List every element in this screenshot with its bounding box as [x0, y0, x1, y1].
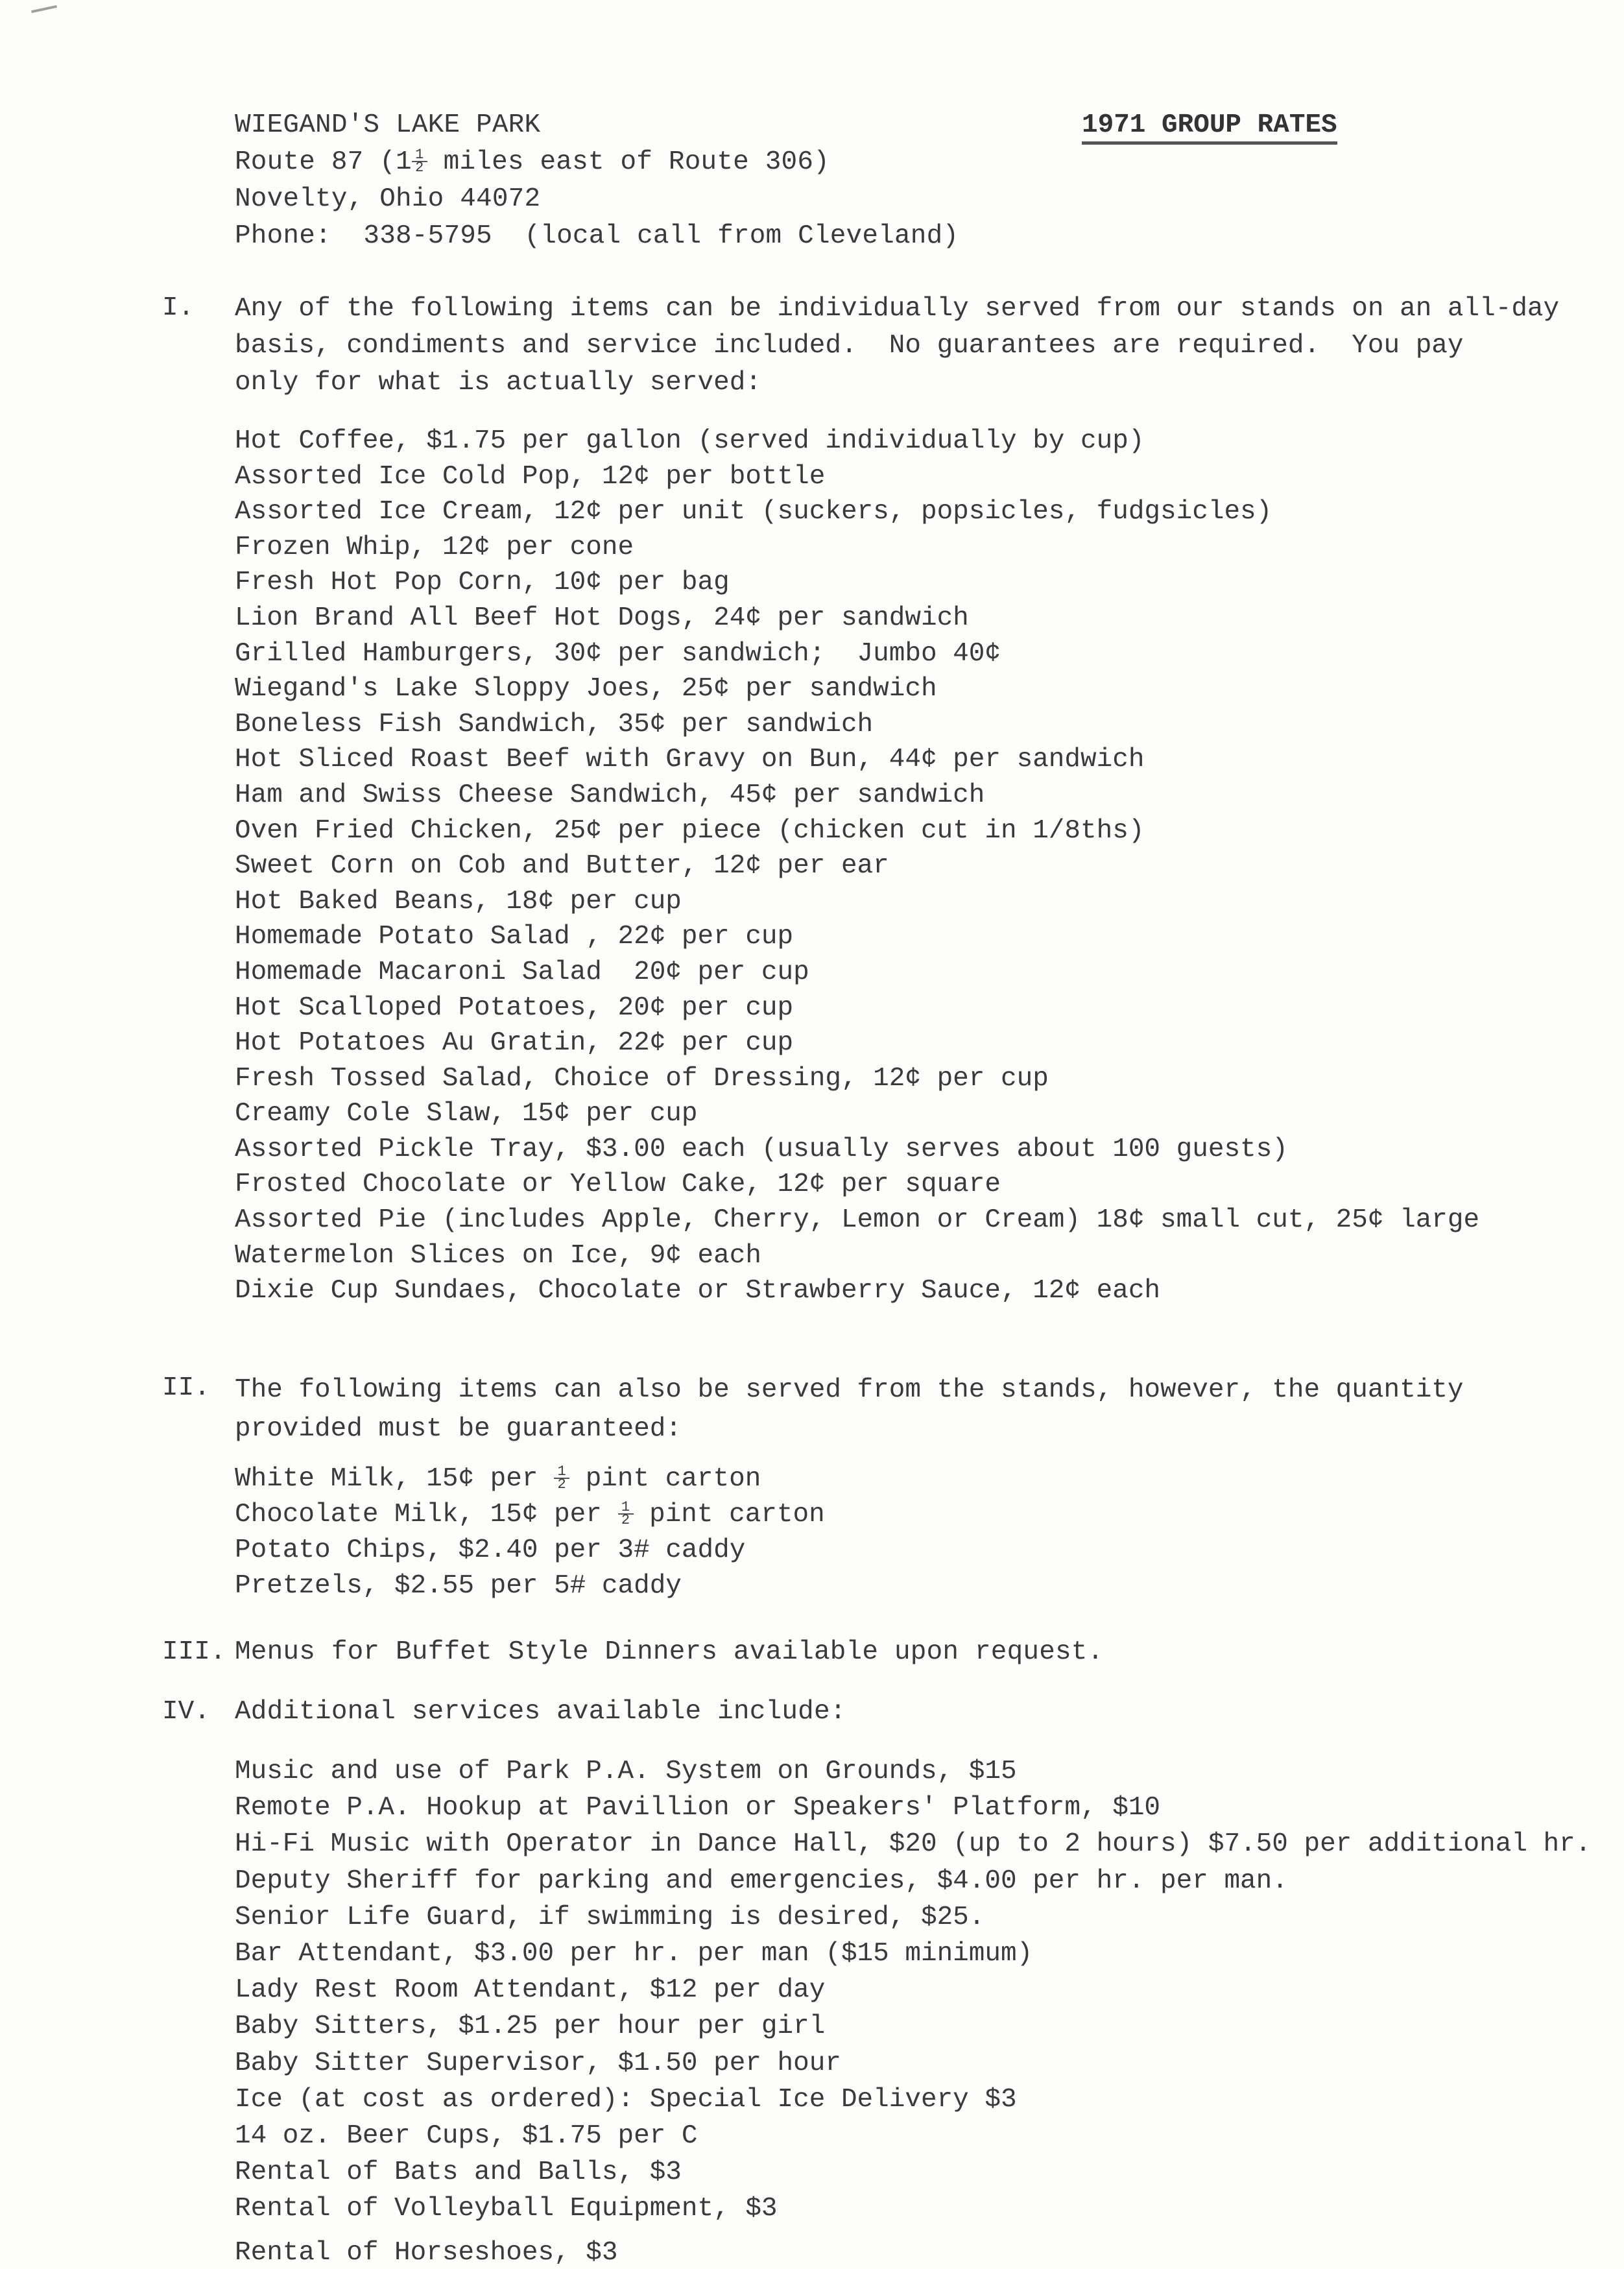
list-item: Boneless Fish Sandwich, 35¢ per sandwich — [235, 709, 874, 739]
list-item: Bar Attendant, $3.00 per hr. per man ($15 minimum) — [235, 1938, 1033, 1969]
park-name: WIEGAND'S LAKE PARK — [235, 110, 541, 140]
section-1-numeral: I. — [162, 293, 195, 323]
section-3-text: Menus for Buffet Style Dinners available upon request. — [235, 1637, 1104, 1667]
section-1-intro-line: basis, condiments and service included. No guarantees are required. You pay — [235, 331, 1464, 361]
item-text: Chocolate Milk, 15¢ per — [235, 1500, 618, 1530]
list-item: Grilled Hamburgers, 30¢ per sandwich; Jumbo 40¢ — [235, 638, 1001, 669]
document-title: 1971 GROUP RATES — [1082, 109, 1337, 145]
list-item: Potato Chips, $2.40 per 3# caddy — [235, 1535, 746, 1565]
section-2-intro-line: provided must be guaranteed: — [235, 1414, 682, 1444]
fraction-half — [412, 149, 427, 174]
list-item: Fresh Tossed Salad, Choice of Dressing, 12¢ per cup — [235, 1063, 1049, 1094]
list-item: Baby Sitters, $1.25 per hour per girl — [235, 2011, 826, 2042]
list-item: Hot Baked Beans, 18¢ per cup — [235, 886, 682, 917]
list-item: Pretzels, $2.55 per 5# caddy — [235, 1571, 682, 1601]
address-post: miles east of Route 306) — [427, 147, 830, 177]
list-item: Sweet Corn on Cob and Butter, 12¢ per ear — [235, 851, 889, 882]
list-item: Assorted Ice Cold Pop, 12¢ per bottle — [235, 461, 826, 492]
section-4-numeral: IV. — [162, 1697, 210, 1727]
list-item: Lion Brand All Beef Hot Dogs, 24¢ per sandwich — [235, 603, 969, 633]
section-4-item-list — [235, 1755, 1591, 2229]
cutoff-list-item: Rental of Horseshoes, $3 — [235, 2238, 618, 2268]
list-item: Creamy Cole Slaw, 15¢ per cup — [235, 1099, 698, 1129]
item-text: pint carton — [633, 1500, 825, 1530]
list-item: Hot Potatoes Au Gratin, 22¢ per cup — [235, 1028, 794, 1059]
list-item: Senior Life Guard, if swimming is desired, $25. — [235, 1902, 985, 1932]
list-item: Hot Sliced Roast Beef with Gravy on Bun, 44¢ per sandwich — [235, 745, 1145, 775]
list-item: Frosted Chocolate or Yellow Cake, 12¢ per square — [235, 1170, 1001, 1200]
fraction-half — [554, 1463, 569, 1493]
fraction-numerator: 1 — [554, 1466, 569, 1479]
list-item: Assorted Pie (includes Apple, Cherry, Lemon or Cream) 18¢ small cut, 25¢ large — [235, 1205, 1480, 1236]
list-item: Deputy Sheriff for parking and emergencies, $4.00 per hr. per man. — [235, 1866, 1288, 1896]
section-2-intro-line: The following items can also be served from the stands, however, the quantity — [235, 1375, 1464, 1405]
fraction-denominator: 2 — [415, 160, 424, 176]
section-1-intro — [235, 291, 1597, 402]
list-item: Hot Scalloped Potatoes, 20¢ per cup — [235, 992, 794, 1023]
section-2-intro — [235, 1371, 1597, 1448]
fraction-half — [618, 1499, 634, 1529]
fraction-numerator: 1 — [412, 149, 427, 162]
list-item: 14 oz. Beer Cups, $1.75 per C — [235, 2120, 698, 2151]
list-item: Rental of Volleyball Equipment, $3 — [235, 2194, 778, 2224]
corner-pencil-mark — [31, 5, 57, 13]
list-item: Dixie Cup Sundaes, Chocolate or Strawberry Sauce, 12¢ each — [235, 1276, 1161, 1306]
list-item: Wiegand's Lake Sloppy Joes, 25¢ per sandwich — [235, 674, 937, 704]
fraction-denominator: 2 — [621, 1512, 630, 1529]
address-pre: Route 87 (1 — [235, 147, 412, 177]
list-item: Rental of Bats and Balls, $3 — [235, 2157, 682, 2188]
section-1-intro-line: only for what is actually served: — [235, 368, 761, 398]
list-item: Hi-Fi Music with Operator in Dance Hall, $20 (up to 2 hours) $7.50 per additional hr. — [235, 1829, 1592, 1860]
section-1-intro-line: Any of the following items can be individually served from our stands on an all-day — [235, 294, 1560, 324]
list-item: Homemade Macaroni Salad 20¢ per cup — [235, 957, 809, 987]
list-item — [235, 1463, 825, 1498]
list-item — [235, 1498, 825, 1534]
list-item: Music and use of Park P.A. System on Grounds, $15 — [235, 1757, 1017, 1786]
phone-line: Phone: 338-5795 (local call from Cleveland) — [235, 221, 959, 251]
list-item: Baby Sitter Supervisor, $1.50 per hour — [235, 2048, 841, 2078]
list-item: Homemade Potato Salad , 22¢ per cup — [235, 922, 794, 952]
list-item: Ice (at cost as ordered): Special Ice Delivery $3 — [235, 2084, 1017, 2115]
section-2-numeral: II. — [162, 1373, 210, 1403]
list-item: Fresh Hot Pop Corn, 10¢ per bag — [235, 568, 730, 598]
list-item: Hot Coffee, $1.75 per gallon (served individually by cup) — [235, 426, 1145, 456]
list-item: Remote P.A. Hookup at Pavillion or Speakers' Platform, $10 — [235, 1793, 1161, 1823]
list-item: Lady Rest Room Attendant, $12 per day — [235, 1975, 826, 2006]
section-4-intro: Additional services available include: — [235, 1697, 846, 1727]
fraction-denominator: 2 — [557, 1476, 566, 1493]
list-item: Frozen Whip, 12¢ per cone — [235, 532, 634, 562]
section-3-numeral: III. — [162, 1637, 226, 1667]
list-item: Ham and Swiss Cheese Sandwich, 45¢ per sandwich — [235, 780, 985, 810]
list-item: Assorted Pickle Tray, $3.00 each (usually serves about 100 guests) — [235, 1134, 1288, 1164]
address-line — [235, 146, 830, 178]
fraction-numerator: 1 — [618, 1502, 634, 1515]
list-item: Oven Fried Chicken, 25¢ per piece (chicken cut in 1/8ths) — [235, 815, 1145, 846]
item-text: White Milk, 15¢ per — [235, 1464, 555, 1494]
item-text: pint carton — [569, 1464, 761, 1494]
section-2-item-list — [235, 1463, 825, 1605]
city-line: Novelty, Ohio 44072 — [235, 184, 541, 214]
section-1-item-list — [235, 425, 1479, 1310]
list-item: Assorted Ice Cream, 12¢ per unit (suckers, popsicles, fudgsicles) — [235, 497, 1272, 527]
list-item: Watermelon Slices on Ice, 9¢ each — [235, 1240, 761, 1271]
